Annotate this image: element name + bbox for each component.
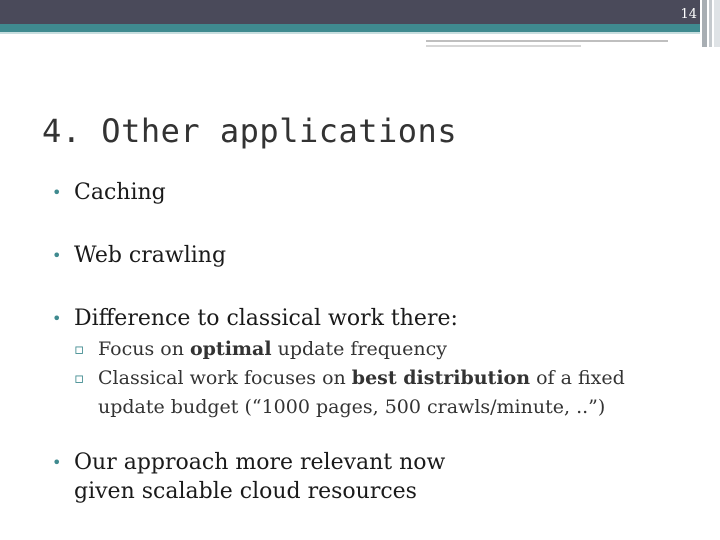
sub-bullet-text: Focus on (98, 338, 190, 360)
sub-bullet-emphasis: optimal (189, 338, 272, 360)
accent-line (0, 32, 700, 34)
decorative-bar (709, 0, 712, 47)
accent-strip (0, 24, 700, 32)
square-bullet-icon: ▫ (74, 340, 85, 358)
sub-bullet-item (74, 335, 712, 364)
sub-bullet-text: Classical work focuses on (98, 367, 352, 389)
sub-bullet-text: of a fixed (530, 367, 625, 389)
bullet-text: given scalable cloud resources (74, 479, 417, 504)
bullet-list (52, 178, 712, 540)
sub-bullet-list (74, 335, 712, 422)
bullet-text: Web crawling (74, 243, 227, 268)
slide-title: 4. Other applications (42, 112, 458, 150)
bullet-icon: • (52, 183, 62, 202)
bullet-icon: • (52, 246, 62, 265)
bullet-item (52, 304, 712, 422)
bullet-icon: • (52, 309, 62, 328)
top-bar (0, 0, 700, 24)
bullet-item (52, 241, 712, 270)
decorative-line-short (426, 45, 581, 47)
decorative-bar (714, 0, 720, 47)
bullet-text: Our approach more relevant now (74, 450, 446, 475)
bullet-item (52, 178, 712, 207)
decorative-bar (702, 0, 707, 47)
bullet-text: Caching (74, 180, 166, 205)
sub-bullet-item (74, 364, 712, 422)
sub-bullet-text: update frequency (271, 338, 448, 360)
sub-bullet-text: update budget (“1000 pages, 500 crawls/minute, ..”) (98, 396, 606, 418)
bullet-text: Difference to classical work there: (74, 306, 458, 331)
square-bullet-icon: ▫ (74, 369, 85, 387)
sub-bullet-emphasis: best distribution (351, 367, 531, 389)
bullet-item (52, 448, 712, 506)
bullet-icon: • (52, 453, 62, 472)
decorative-line (426, 40, 668, 42)
page-number: 14 (680, 7, 697, 22)
